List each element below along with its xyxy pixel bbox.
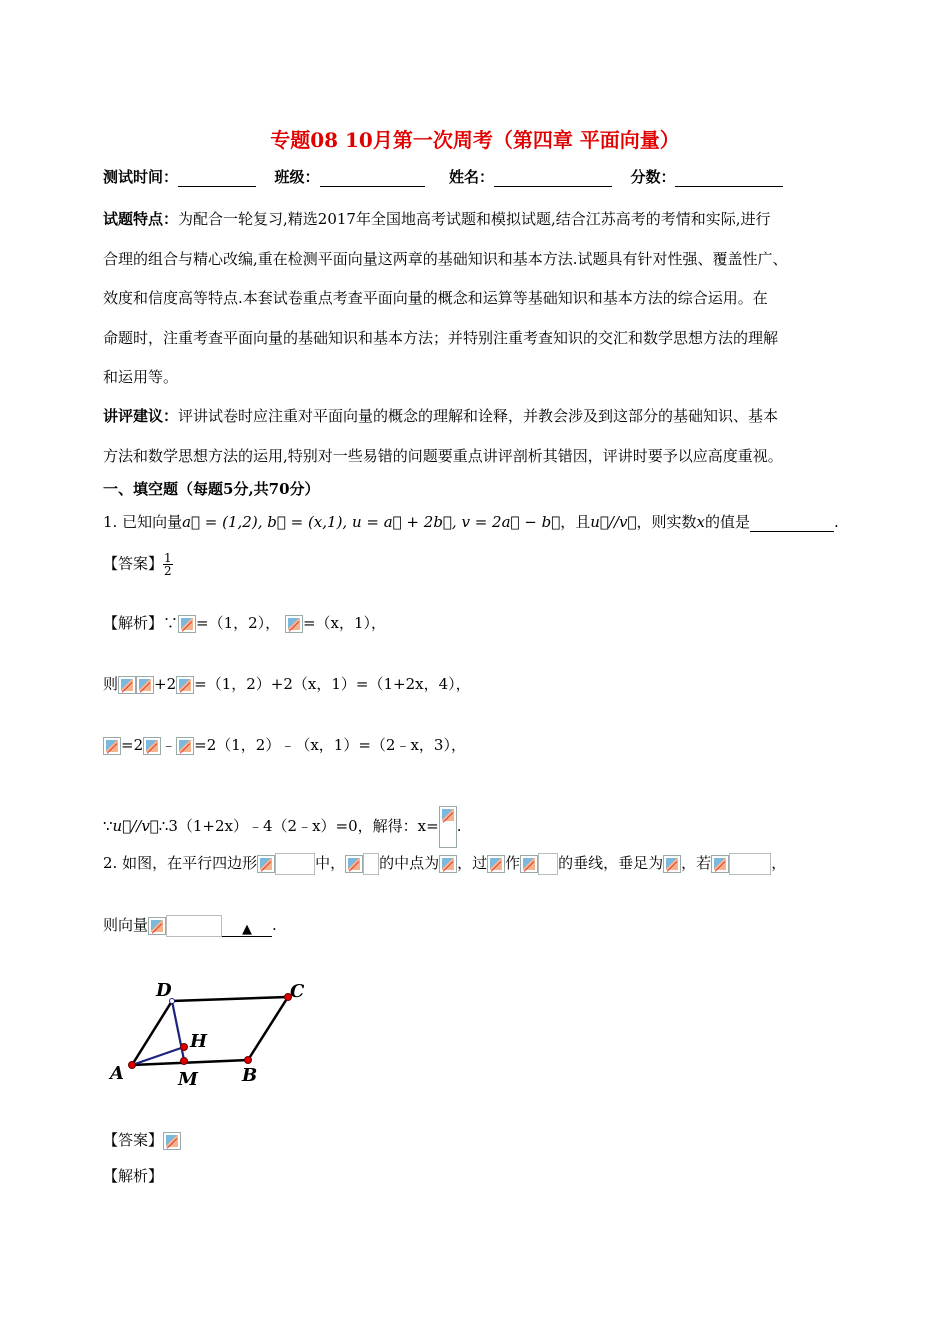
q1-text: ，且 [560, 513, 591, 531]
label-m: M [178, 1069, 198, 1090]
broken-image-icon [176, 737, 194, 755]
advice-label: 讲评建议： [103, 407, 179, 425]
image-frame [729, 853, 771, 875]
q1-variable: x [696, 513, 705, 531]
advice-paragraph [103, 397, 883, 476]
name-field[interactable] [494, 172, 612, 187]
image-frame [363, 853, 379, 875]
solution-1-line-1 [103, 612, 386, 633]
q2-text: . [272, 916, 277, 934]
question-1 [103, 511, 839, 532]
answer-fraction [163, 552, 173, 577]
broken-image-icon [148, 917, 166, 935]
solution-text: ∴3（1+2x）﹣4（2﹣x）=0，解得：x= [158, 817, 439, 835]
features-line: 和运用等。 [103, 368, 179, 386]
score-field[interactable] [675, 172, 783, 187]
broken-image-icon [439, 806, 457, 848]
q1-prefix: 1. 已知向量 [103, 513, 183, 531]
image-frame [275, 853, 315, 875]
label-c: C [290, 981, 305, 1002]
triangle-marker: ▲ [242, 922, 253, 937]
q1-answer-blank[interactable] [750, 517, 834, 532]
section-heading: 一、填空题（每题5分,共70分） [103, 480, 320, 498]
q2-text: 的中点为 [379, 854, 440, 872]
class-label: 班级： [274, 168, 320, 186]
q1-text: 的值是 [704, 513, 750, 531]
broken-image-icon [176, 676, 194, 694]
broken-image-icon [118, 676, 136, 694]
features-line: 效度和信度高等特点.本套试卷重点考查平面向量的概念和运算等基础知识和基本方法的综合运用。在 [103, 289, 768, 307]
broken-image-icon [285, 615, 303, 633]
q1-parallel-math: u⃗//v⃗ [590, 513, 637, 531]
broken-image-icon [663, 855, 681, 873]
solution-text: ﹣ [161, 736, 177, 754]
solution-label: 【解析】 [103, 1167, 164, 1185]
score-label: 分数： [630, 168, 676, 186]
broken-image-icon [711, 855, 729, 873]
solution-text: . [456, 817, 462, 835]
q1-end: . [834, 513, 839, 531]
image-frame [166, 915, 222, 937]
solution-text: =2 [121, 736, 144, 754]
broken-image-icon [103, 737, 121, 755]
parallelogram-figure [100, 975, 340, 1095]
solution-1-line-4 [103, 806, 461, 848]
broken-image-icon [345, 855, 363, 873]
features-line: 为配合一轮复习,精选2017年全国地高考试题和模拟试题,结合江苏高考的考情和实际,进行 [178, 210, 771, 228]
broken-image-icon [520, 855, 538, 873]
fraction-denominator: 2 [164, 564, 172, 578]
q2-prefix: 2. 如图，在平行四边形 [103, 854, 258, 872]
solution-text: =（1，2）， [196, 614, 281, 632]
q2-text: 的垂线，垂足为 [558, 854, 664, 872]
solution-1-line-3 [103, 734, 466, 755]
label-b: B [242, 1065, 258, 1086]
info-line [103, 166, 783, 187]
q2-text: ，过 [457, 854, 488, 872]
fraction-numerator: 1 [164, 551, 172, 565]
point-m [181, 1058, 188, 1065]
solution-text: ∵ [103, 817, 113, 835]
features-label: 试题特点： [103, 210, 179, 228]
point-b [245, 1057, 252, 1064]
broken-image-icon [257, 855, 275, 873]
solution-2 [103, 1165, 163, 1186]
answer-2 [103, 1129, 181, 1150]
time-field[interactable] [178, 172, 256, 187]
q2-text: ， [771, 854, 787, 872]
advice-line: 评讲试卷时应注重对平面向量的概念的理解和诠释，并教会涉及到这部分的基础知识、基本 [178, 407, 779, 425]
broken-image-icon [487, 855, 505, 873]
solution-text: =（x，1）， [302, 614, 387, 632]
class-field[interactable] [320, 172, 425, 187]
solution-text: 则 [103, 675, 119, 693]
q2-text: 作 [505, 854, 521, 872]
broken-image-icon [439, 855, 457, 873]
answer-1 [103, 552, 173, 577]
solution-1-line-2 [103, 673, 471, 694]
because-symbol: ∵ [163, 614, 179, 632]
broken-image-icon [163, 1132, 181, 1150]
advice-line: 方法和数学思想方法的运用,特别对一些易错的问题要重点讲评剖析其错因，评讲时要予以应高度重视。 [103, 446, 783, 465]
q2-text: 则向量 [103, 916, 149, 934]
q2-text: 中， [315, 854, 346, 872]
image-frame [538, 853, 558, 875]
answer-label: 【答案】 [103, 1131, 164, 1149]
point-h [181, 1044, 188, 1051]
name-label: 姓名： [448, 168, 494, 186]
features-line: 合理的组合与精心改编,重在检测平面向量这两章的基础知识和基本方法.试题具有针对性强、覆盖性广、 [103, 249, 788, 268]
broken-image-icon [178, 615, 196, 633]
features-paragraph [103, 200, 883, 398]
solution-text: =2（1，2）﹣（x，1）=（2﹣x，3）， [194, 736, 466, 754]
features-line: 命题时，注重考查平面向量的基础知识和基本方法；并特别注重考查知识的交汇和数学思想方法的理解 [103, 328, 779, 347]
q2-answer-blank[interactable] [222, 922, 272, 937]
parallelogram-shape [132, 997, 288, 1065]
broken-image-icon [143, 737, 161, 755]
q1-text: ，则实数 [636, 513, 697, 531]
question-2-line-1 [103, 852, 786, 875]
point-a [129, 1062, 136, 1069]
time-label: 测试时间： [103, 168, 179, 186]
solution-text: =（1，2）+2（x，1）=（1+2x，4）， [194, 675, 471, 693]
solution-text: +2 [154, 675, 177, 693]
question-2-line-2 [103, 914, 277, 937]
q2-text: ，若 [681, 854, 712, 872]
label-d: D [156, 980, 172, 1001]
label-h: H [190, 1031, 208, 1052]
parallel-math: u⃗//v⃗ [112, 817, 159, 835]
answer-label: 【答案】 [103, 554, 164, 573]
solution-label: 【解析】 [103, 614, 164, 632]
page-title: 专题08 10月第一次周考（第四章 平面向量） [270, 128, 680, 152]
broken-image-icon [136, 676, 154, 694]
q1-vectors-math: a⃗ = (1,2), b⃗ = (x,1), u = a⃗ + 2b⃗, v = 2a⃗ − b⃗ [182, 513, 561, 531]
label-a: A [110, 1063, 124, 1084]
